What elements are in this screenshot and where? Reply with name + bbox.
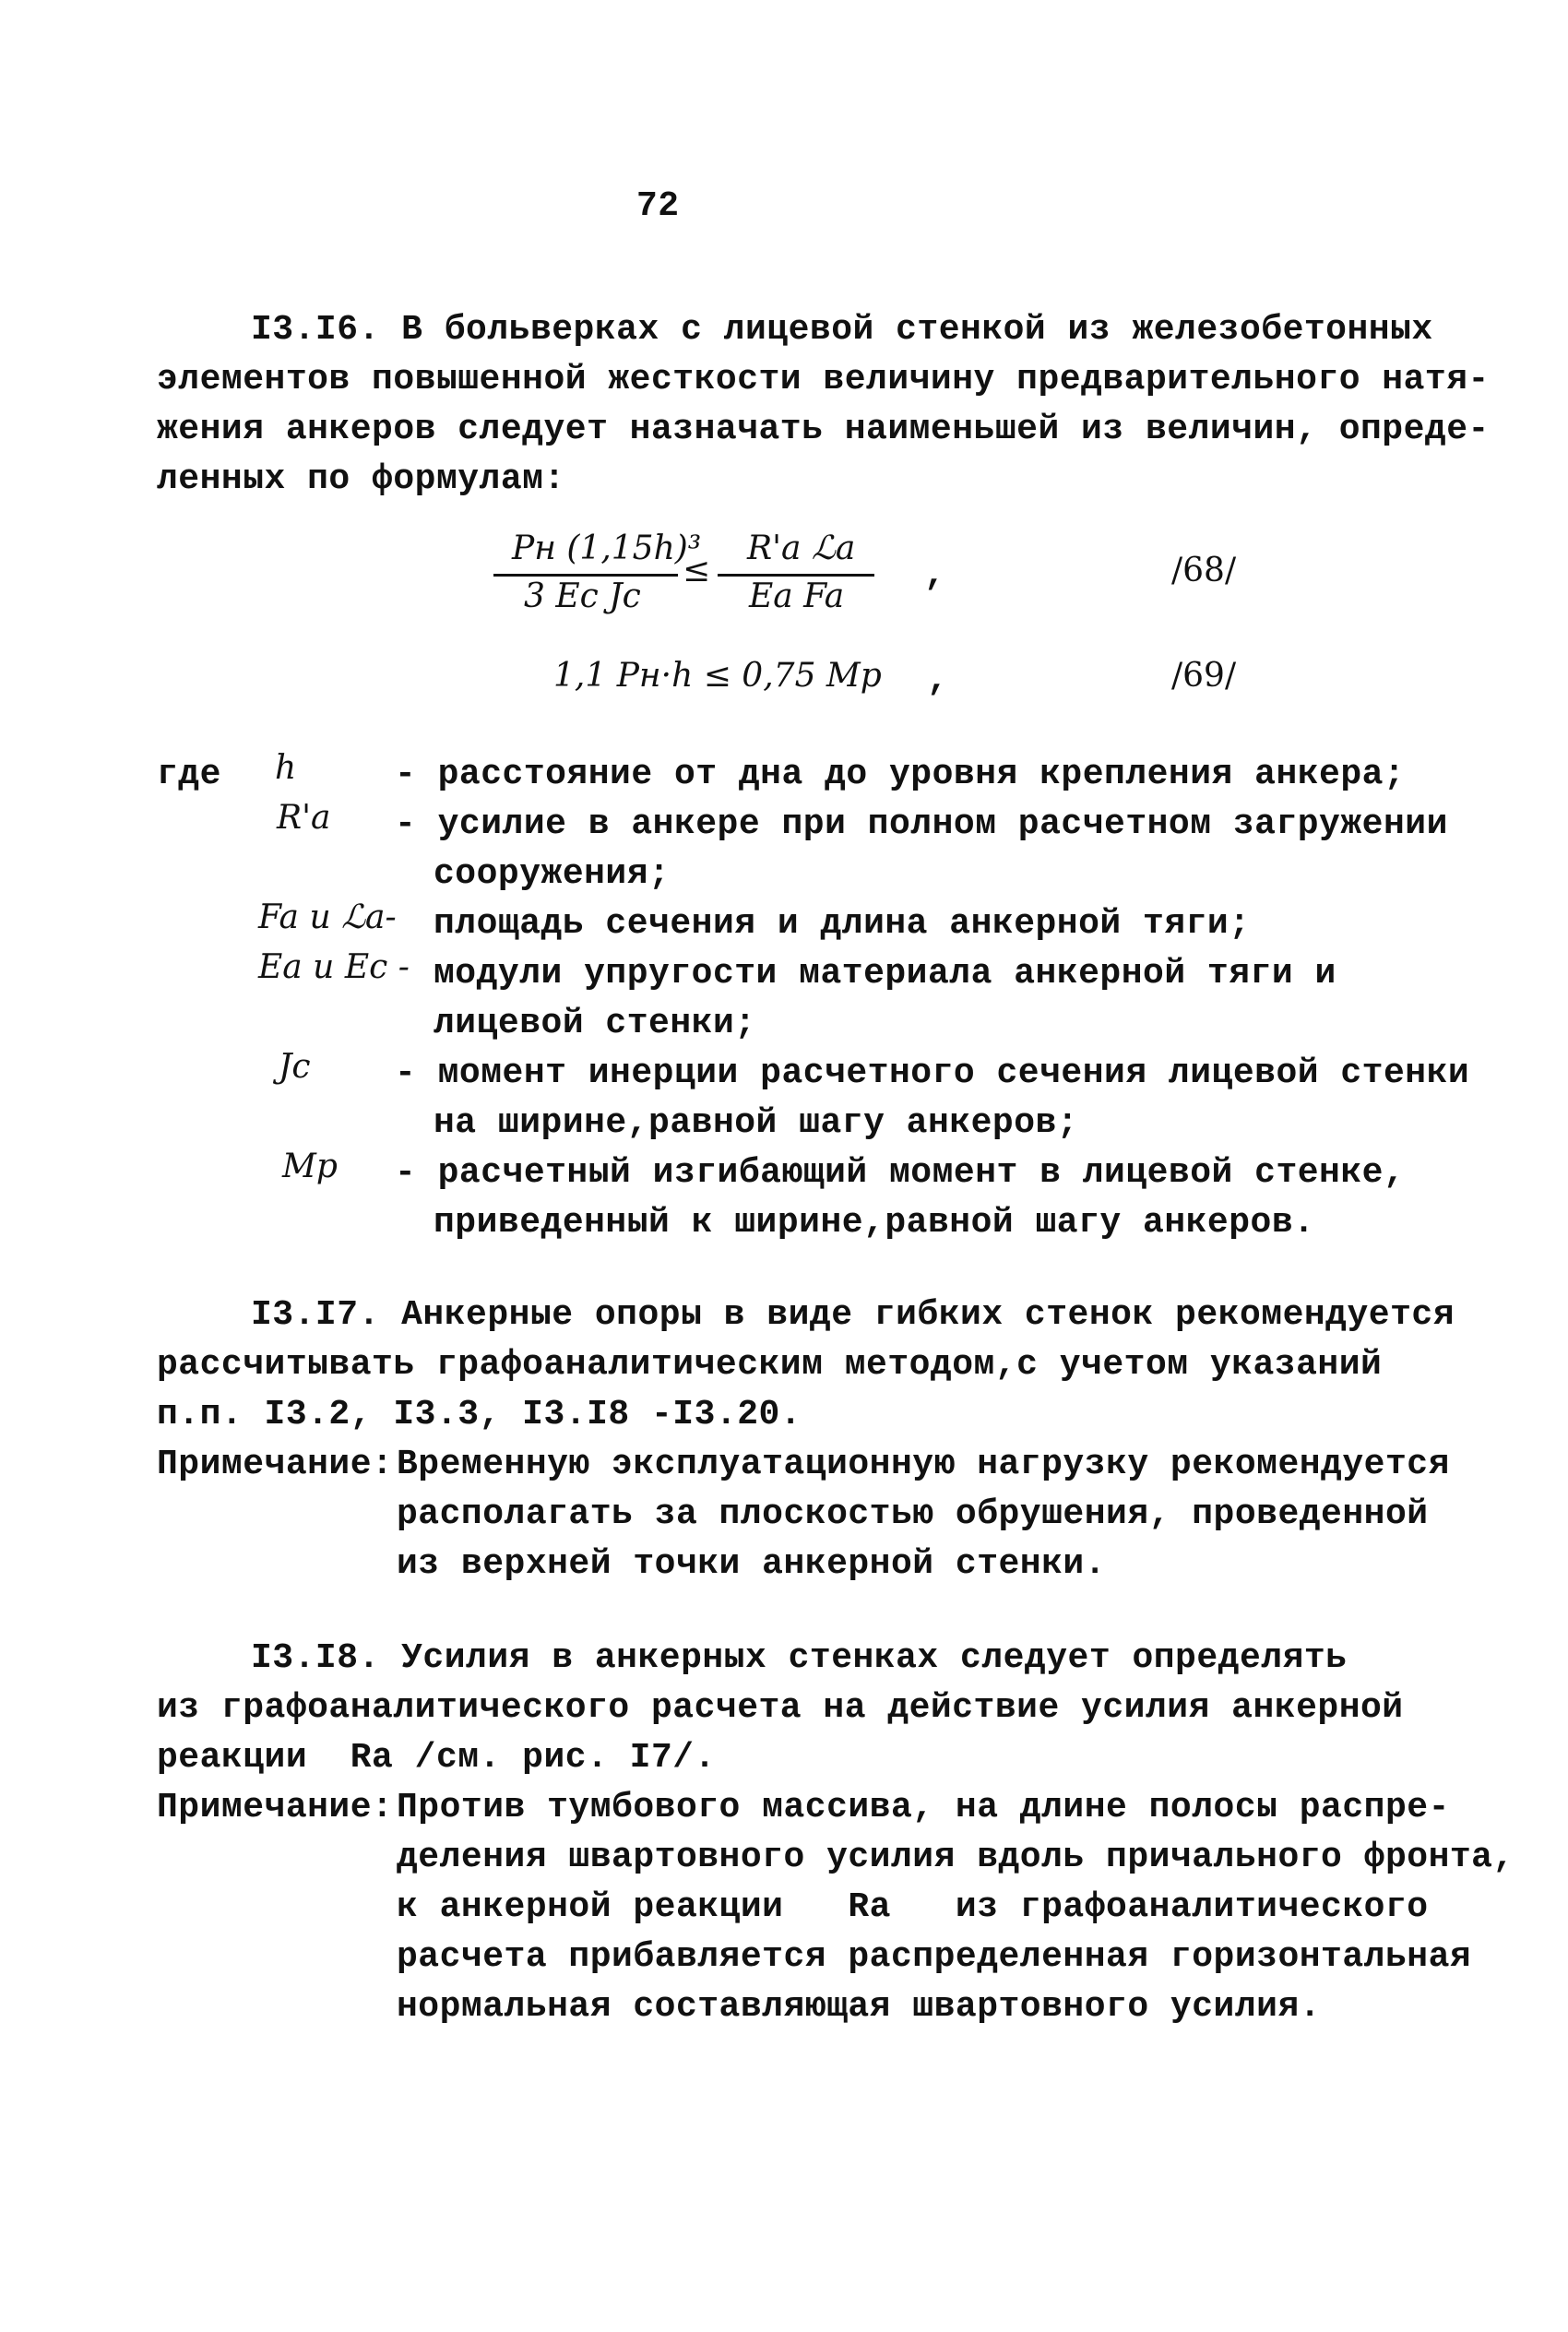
symbol-ea-ec: Ea и Eс - — [258, 948, 410, 986]
note-line: к анкерной реакции Ra из графоаналитического — [397, 1887, 1429, 1927]
definition-line: на ширине,равной шагу анкеров; — [434, 1103, 1079, 1143]
text-line: I3.I6. В больверках с лицевой стенкой из железобетонных — [251, 310, 1433, 350]
formula-68-numerator-left: Pн (1,15h)³ — [512, 529, 702, 567]
formula-68-comma: , — [924, 555, 946, 595]
formula-68-denominator-left: 3 Eс Jс — [524, 577, 641, 615]
symbol-jc: Jс — [279, 1048, 311, 1086]
symbol-mp: Mр — [282, 1148, 338, 1185]
text-line: элементов повышенной жесткости величину предварительного натя- — [157, 360, 1490, 399]
definition-line: - усилие в анкере при полном расчетном загружении — [395, 804, 1448, 844]
note-line: деления швартовного усилия вдоль причального фронта, — [397, 1838, 1515, 1877]
text-line: рассчитывать графоаналитическим методом,с учетом указаний — [157, 1345, 1383, 1385]
text-line: реакции Ra /см. рис. I7/. — [157, 1738, 716, 1778]
note-line: из верхней точки анкерной стенки. — [397, 1544, 1107, 1584]
text-line: I3.I8. Усилия в анкерных стенках следует определять — [251, 1638, 1348, 1678]
definition-line: - момент инерции расчетного сечения лицевой стенки — [395, 1053, 1470, 1093]
text-line: I3.I7. Анкерные опоры в виде гибких стенок рекомендуется — [251, 1295, 1455, 1335]
definition-line: сооружения; — [434, 854, 671, 894]
formula-68-numerator-right: R'a ℒa — [747, 529, 856, 567]
page-number: 72 — [636, 186, 680, 226]
formula-69-label: /69/ — [1171, 657, 1237, 695]
formula-68-label: /68/ — [1171, 552, 1237, 589]
where-label: где — [157, 755, 221, 794]
note-line: Против тумбового массива, на длине полосы распре- — [397, 1788, 1450, 1827]
note-label: Примечание: — [157, 1445, 394, 1484]
text-line: п.п. I3.2, I3.3, I3.I8 -I3.20. — [157, 1395, 802, 1434]
text-line: из графоаналитического расчета на действие усилия анкерной — [157, 1688, 1404, 1728]
note-line: нормальная составляющая швартовного усилия. — [397, 1987, 1322, 2027]
definition-line: приведенный к ширине,равной шагу анкеров. — [434, 1203, 1315, 1243]
symbol-ra-prime: R'a — [277, 799, 331, 837]
formula-68-fraction-line-right — [718, 574, 874, 577]
definition-line: - расстояние от дна до уровня крепления анкера; — [395, 755, 1406, 794]
formula-68-fraction-line-left — [493, 574, 678, 577]
note-line: Временную эксплуатационную нагрузку рекомендуется — [397, 1445, 1450, 1484]
definition-line: модули упругости материала анкерной тяги и — [434, 954, 1336, 993]
symbol-h: h — [275, 749, 297, 787]
formula-68-relation: ≤ — [683, 552, 711, 589]
note-label: Примечание: — [157, 1788, 394, 1827]
text-line: ленных по формулам: — [157, 459, 565, 499]
definition-line: площадь сечения и длина анкерной тяги; — [434, 904, 1251, 944]
formula-69-expression: 1,1 Pн·h ≤ 0,75 Mр — [553, 657, 882, 695]
formula-68-denominator-right: Ea Fa — [749, 577, 845, 615]
note-line: расчета прибавляется распределенная горизонтальная — [397, 1937, 1472, 1977]
text-line: жения анкеров следует назначать наименьшей из величин, опреде- — [157, 410, 1490, 449]
definition-line: лицевой стенки; — [434, 1004, 756, 1043]
formula-69-comma: , — [927, 660, 949, 700]
symbol-fa-la: Fa и ℒa- — [258, 898, 397, 936]
note-line: располагать за плоскостью обрушения, проведенной — [397, 1494, 1429, 1534]
definition-line: - расчетный изгибающий момент в лицевой стенке, — [395, 1153, 1406, 1193]
